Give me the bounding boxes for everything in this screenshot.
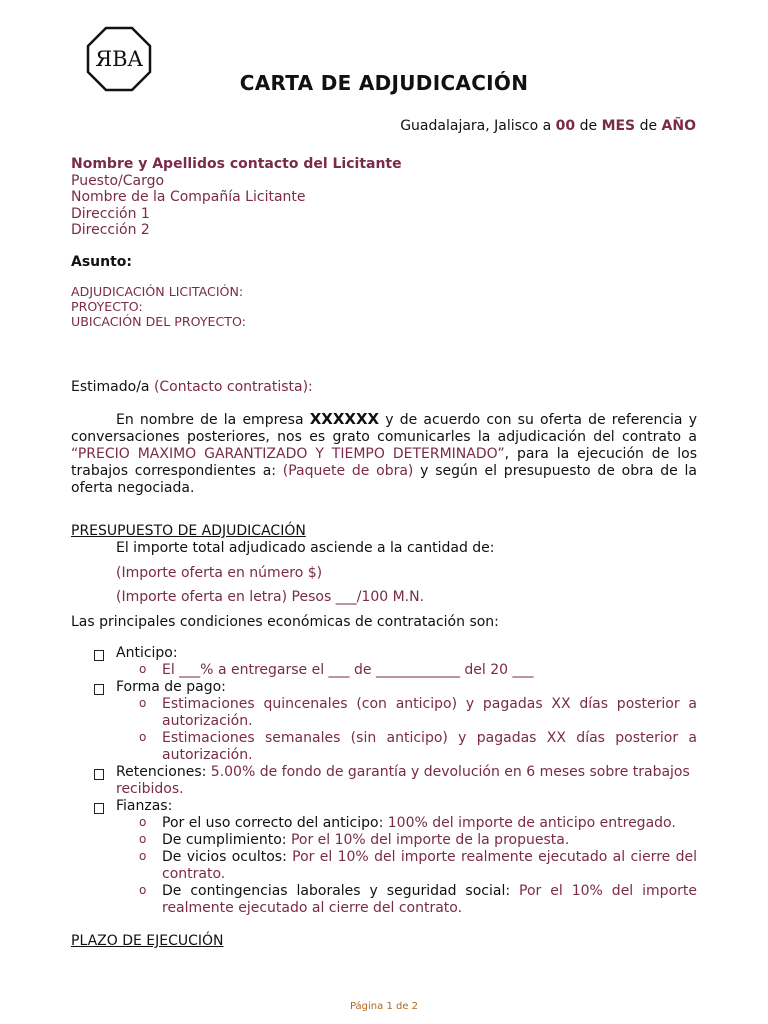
greeting: Estimado/a (Contacto contratista):	[71, 379, 313, 395]
company-placeholder: XXXXXX	[309, 410, 380, 428]
bullet-box-icon	[94, 650, 104, 661]
amount-number: (Importe oferta en número $)	[116, 565, 323, 581]
bond-compliance: De cumplimiento: Por el 10% del importe de la propuesta.	[162, 832, 570, 848]
intro-paragraph: En nombre de la empresa XXXXXX y de acuerdo con su oferta de referencia y conversaciones posteriores, nos es grato comunicarles la adjudicación del contrato a “PRECIO MAXIMO GARANTIZADO Y TIEMPO DETERMINADO”, para la ejecución de los trabajos correspondientes a: (Paquete de obra) y según el presupuesto de obra de la oferta negociada.	[71, 410, 697, 496]
payment-biweekly: Estimaciones quincenales (con anticipo) y pagadas XX días posterior a autorización.	[162, 696, 697, 729]
circle-bullet-icon: o	[139, 662, 147, 676]
svg-text:ЯBA: ЯBA	[95, 47, 143, 71]
bond-advance: Por el uso correcto del anticipo: 100% del importe de anticipo entregado.	[162, 815, 676, 831]
subject-line: PROYECTO:	[71, 299, 143, 314]
conditions-intro: Las principales condiciones económicas de contratación son:	[71, 614, 499, 630]
condition-advance: Anticipo:	[116, 645, 178, 661]
recipient-address-2: Dirección 2	[71, 222, 150, 239]
amount-words: (Importe oferta en letra) Pesos ___/100 M.N.	[116, 589, 425, 605]
place-date: Guadalajara, Jalisco a 00 de MES de AÑO	[400, 118, 696, 134]
subject-label: Asunto:	[71, 254, 133, 270]
condition-retention: Retenciones: 5.00% de fondo de garantía y devolución en 6 meses sobre trabajos recibidos.	[116, 764, 690, 797]
subject-line: UBICACIÓN DEL PROYECTO:	[71, 314, 246, 329]
bullet-box-icon	[94, 769, 104, 780]
recipient-address-1: Dirección 1	[71, 205, 150, 222]
recipient-block	[71, 156, 697, 239]
bullet-box-icon	[94, 803, 104, 814]
circle-bullet-icon: o	[139, 832, 147, 846]
page-title: CARTA DE ADJUDICACIÓN	[239, 71, 529, 95]
payment-weekly: Estimaciones semanales (sin anticipo) y pagadas XX días posterior a autorización.	[162, 730, 697, 763]
bond-labor-contingencies: De contingencias laborales y seguridad social: Por el 10% del importe realmente ejecutado al cierre del contrato.	[162, 883, 697, 916]
circle-bullet-icon: o	[139, 883, 147, 897]
subject-lines	[71, 284, 697, 329]
recipient-company: Nombre de la Compañía Licitante	[71, 189, 306, 206]
condition-payment: Forma de pago:	[116, 679, 226, 695]
budget-heading: PRESUPUESTO DE ADJUDICACIÓN	[71, 523, 306, 539]
budget-text: El importe total adjudicado asciende a la cantidad de:	[116, 540, 495, 556]
subject-line: ADJUDICACIÓN LICITACIÓN:	[71, 284, 244, 299]
bond-hidden-defects: De vicios ocultos: Por el 10% del importe realmente ejecutado al cierre del contrato.	[162, 849, 697, 882]
advance-detail: El ___% a entregarse el ___ de ____________ del 20 ___	[162, 662, 534, 678]
circle-bullet-icon: o	[139, 815, 147, 829]
recipient-name: Nombre y Apellidos contacto del Licitante	[71, 156, 402, 172]
recipient-position: Puesto/Cargo	[71, 172, 165, 189]
condition-bonds: Fianzas:	[116, 798, 173, 814]
bullet-box-icon	[94, 684, 104, 695]
circle-bullet-icon: o	[139, 849, 147, 863]
circle-bullet-icon: o	[139, 696, 147, 710]
term-heading: PLAZO DE EJECUCIÓN	[71, 933, 224, 949]
circle-bullet-icon: o	[139, 730, 147, 744]
page-footer: Página 1 de 2	[349, 1001, 419, 1012]
